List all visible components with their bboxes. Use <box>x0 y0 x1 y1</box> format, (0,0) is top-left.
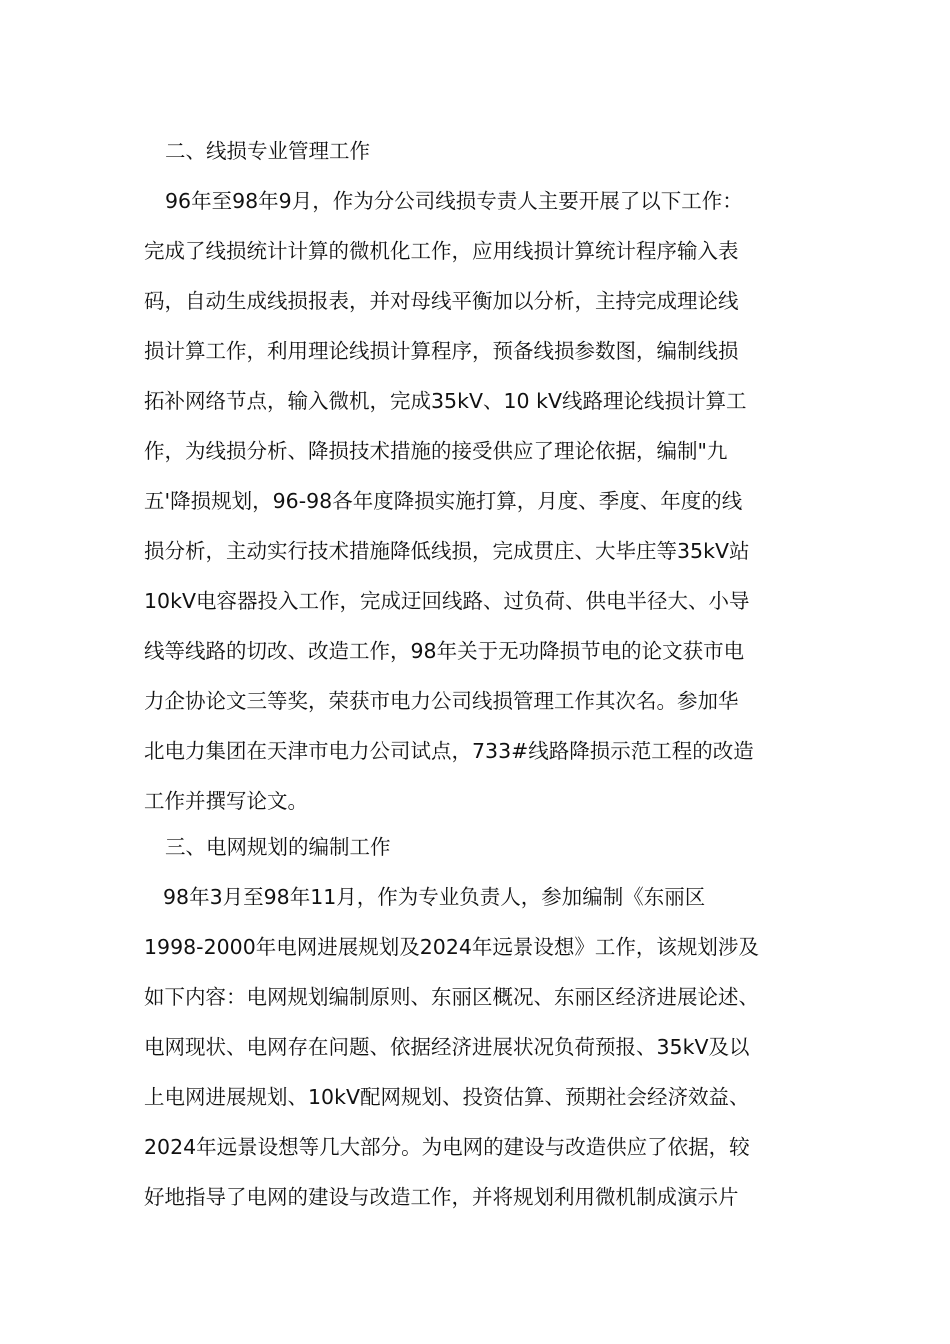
paragraph-line: 好地指导了电网的建设与改造工作，并将规划利用微机制成演示片 <box>144 1185 739 1209</box>
paragraph-line: 98年3月至98年11月，作为专业负责人，参加编制《东丽区 <box>163 885 706 909</box>
paragraph-line: 损分析，主动实行技术措施降低线损，完成贯庄、大毕庄等35kV站 <box>144 539 750 563</box>
section-heading-3: 三、电网规划的编制工作 <box>165 835 391 859</box>
paragraph-line: 工作并撰写论文。 <box>144 789 308 813</box>
paragraph-line: 10kV电容器投入工作，完成迂回线路、过负荷、供电半径大、小导 <box>144 589 750 613</box>
paragraph-line: 码，自动生成线损报表，并对母线平衡加以分析，主持完成理论线 <box>144 289 739 313</box>
paragraph-line: 损计算工作，利用理论线损计算程序，预备线损参数图，编制线损 <box>144 339 739 363</box>
paragraph-line: 力企协论文三等奖，荣获市电力公司线损管理工作其次名。参加华 <box>144 689 739 713</box>
paragraph-line: 拓补网络节点，输入微机，完成35kV、10 kV线路理论线损计算工 <box>144 389 747 413</box>
paragraph-line: 如下内容：电网规划编制原则、东丽区概况、东丽区经济进展论述、 <box>144 985 759 1009</box>
paragraph-line: 电网现状、电网存在问题、依据经济进展状况负荷预报、35kV及以 <box>144 1035 750 1059</box>
paragraph-line: 线等线路的切改、改造工作，98年关于无功降损节电的论文获市电 <box>144 639 745 663</box>
paragraph-line: 1998-2000年电网进展规划及2024年远景设想》工作，该规划涉及 <box>144 935 759 959</box>
paragraph-line: 作，为线损分析、降损技术措施的接受供应了理论依据，编制"九 <box>144 439 728 463</box>
section-heading-2: 二、线损专业管理工作 <box>165 139 370 163</box>
paragraph-line: 北电力集团在天津市电力公司试点，733#线路降损示范工程的改造 <box>144 739 754 763</box>
paragraph-line: 上电网进展规划、10kV配网规划、投资估算、预期社会经济效益、 <box>144 1085 750 1109</box>
paragraph-line: 五'降损规划，96-98各年度降损实施打算，月度、季度、年度的线 <box>144 489 743 513</box>
paragraph-line: 完成了线损统计计算的微机化工作，应用线损计算统计程序输入表 <box>144 239 739 263</box>
paragraph-line: 2024年远景设想等几大部分。为电网的建设与改造供应了依据，较 <box>144 1135 750 1159</box>
paragraph-line: 96年至98年9月，作为分公司线损专责人主要开展了以下工作： <box>165 189 743 213</box>
